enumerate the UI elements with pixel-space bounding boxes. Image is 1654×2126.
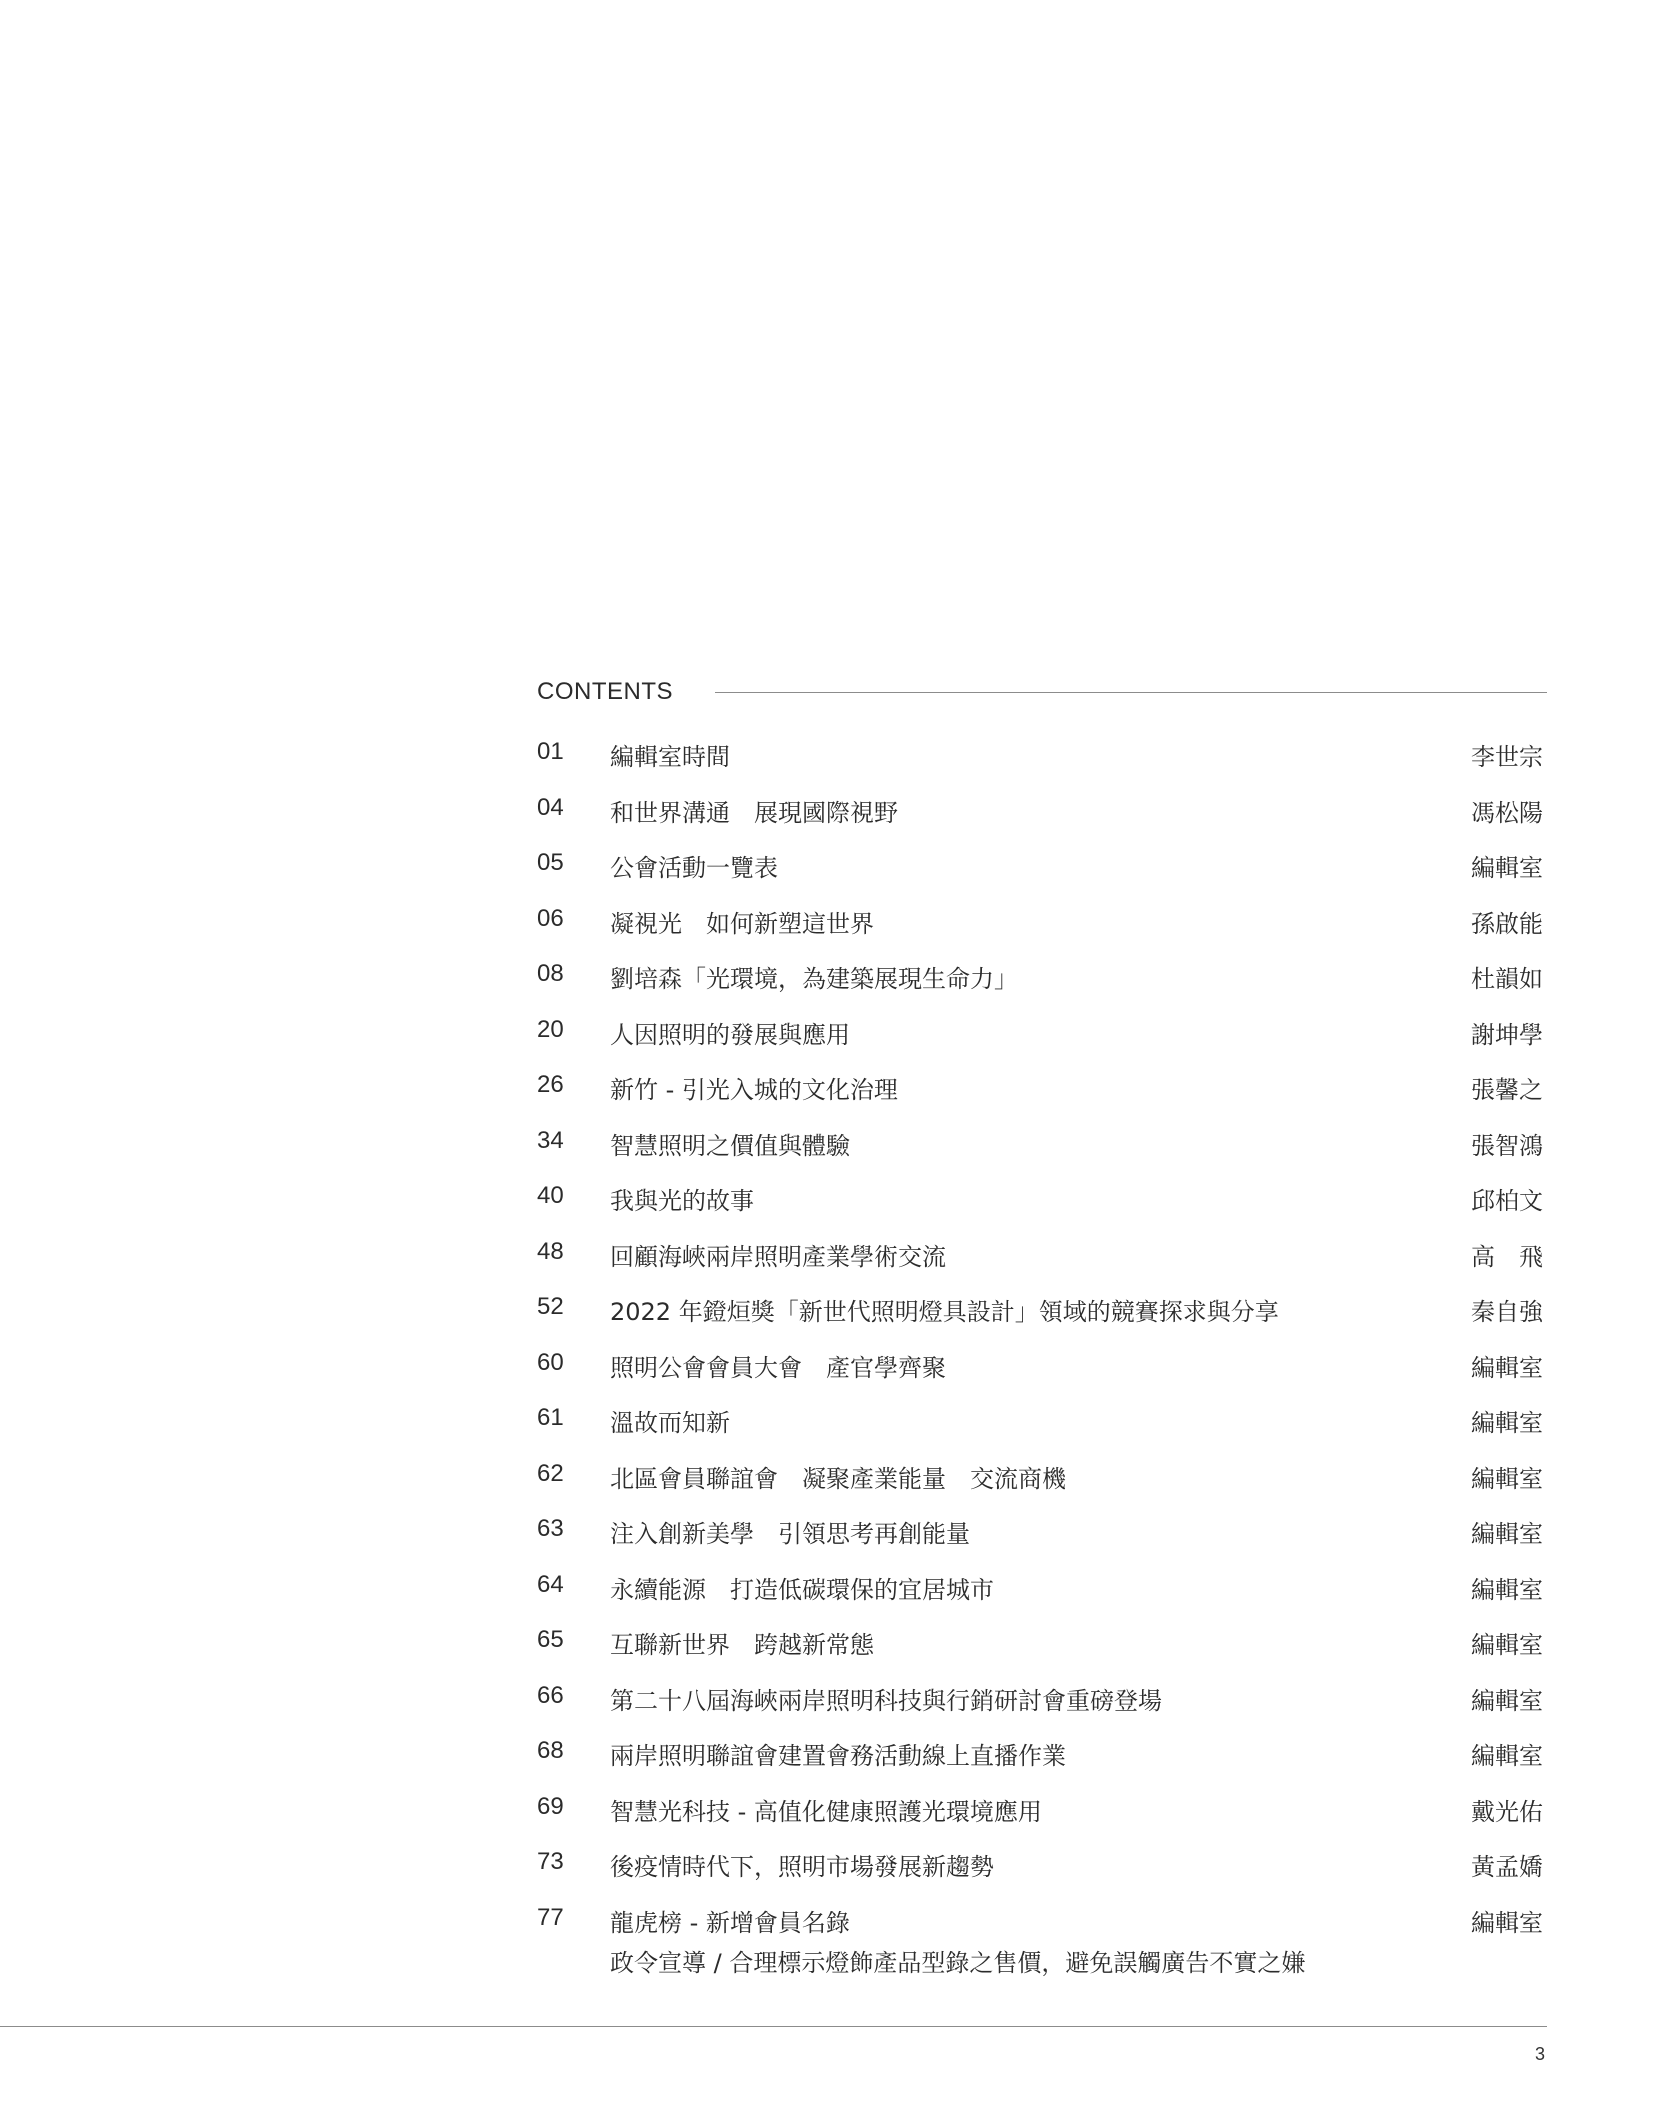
toc-entry[interactable]: [537, 1343, 1547, 1399]
toc-entry-title: 和世界溝通 展現國際視野: [610, 798, 898, 827]
toc-entry-author: 馮松陽: [1471, 798, 1543, 827]
toc-entry[interactable]: [537, 1010, 1547, 1066]
toc-entry[interactable]: [537, 1898, 1547, 1982]
toc-entry[interactable]: [537, 1620, 1547, 1676]
toc-entry-title: 龍虎榜 - 新增會員名錄: [610, 1908, 850, 1937]
table-of-contents: [537, 732, 1547, 1982]
toc-entry-author: 編輯室: [1471, 854, 1543, 882]
header-divider: [715, 692, 1547, 693]
toc-entry-page: 20: [537, 1015, 564, 1043]
toc-entry-page: 73: [537, 1848, 564, 1875]
toc-entry-title-block: [610, 959, 1420, 999]
toc-entry-author: 杜韻如: [1471, 965, 1543, 993]
toc-entry-page: 63: [537, 1515, 564, 1542]
toc-entry-title: 公會活動一覽表: [610, 854, 778, 882]
toc-entry-author: 秦自強: [1471, 1298, 1543, 1326]
toc-entry[interactable]: [537, 954, 1547, 1010]
toc-entry-title: 第二十八屆海峽兩岸照明科技與行銷研討會重磅登場: [610, 1686, 1162, 1715]
toc-entry-page: 08: [537, 960, 564, 987]
toc-entry-title-block: [610, 1348, 1420, 1388]
toc-entry[interactable]: [537, 1565, 1547, 1621]
toc-entry-title-block: [610, 904, 1420, 944]
toc-entry[interactable]: [537, 1398, 1547, 1454]
toc-entry-title-block: [610, 1681, 1420, 1721]
toc-entry[interactable]: [537, 899, 1547, 955]
toc-entry-title-block: [610, 793, 1420, 833]
toc-entry-page: 48: [537, 1237, 564, 1265]
toc-entry[interactable]: [537, 1232, 1547, 1288]
toc-entry[interactable]: [537, 788, 1547, 844]
toc-entry-title-block: [610, 848, 1420, 888]
toc-entry-page: 06: [537, 904, 564, 932]
toc-entry-title: 溫故而知新: [610, 1409, 730, 1437]
toc-entry-title: 2022 年鐙烜獎「新世代照明燈具設計」領域的競賽探求與分享: [610, 1298, 1279, 1326]
toc-entry-title-block: [610, 1514, 1420, 1554]
toc-entry-author: 謝坤學: [1471, 1020, 1543, 1049]
toc-entry-author: 戴光佑: [1471, 1797, 1543, 1826]
toc-entry-title-block: [610, 1570, 1420, 1610]
toc-entry-title: 編輯室時間: [610, 743, 730, 771]
toc-entry-title-block: [610, 1237, 1420, 1277]
toc-entry-author: 張馨之: [1471, 1076, 1543, 1104]
toc-entry[interactable]: [537, 1065, 1547, 1121]
toc-entry[interactable]: [537, 1787, 1547, 1843]
toc-entry[interactable]: [537, 1454, 1547, 1510]
toc-entry-page: 64: [537, 1570, 564, 1598]
toc-entry-title-block: [610, 737, 1420, 777]
toc-entry-title: 照明公會會員大會 產官學齊聚: [610, 1353, 946, 1382]
toc-entry-page: 65: [537, 1626, 564, 1653]
toc-entry-author: 黃孟嬌: [1471, 1853, 1543, 1881]
toc-entry-subtitle: 政令宣導 / 合理標示燈飾產品型錄之售價，避免誤觸廣告不實之嫌: [610, 1948, 1306, 1977]
toc-entry-page: 04: [537, 793, 564, 821]
toc-entry-title-block: [610, 1847, 1420, 1887]
toc-entry-author: 邱柏文: [1471, 1187, 1543, 1215]
toc-entry-page: 52: [537, 1293, 564, 1320]
toc-entry-author: 高 飛: [1471, 1242, 1543, 1271]
toc-entry-page: 26: [537, 1071, 564, 1098]
toc-entry-title: 永續能源 打造低碳環保的宜居城市: [610, 1575, 994, 1604]
toc-entry-page: 40: [537, 1182, 564, 1209]
toc-entry-title-block: [610, 1403, 1420, 1443]
toc-entry-page: 34: [537, 1126, 564, 1154]
toc-entry-title-block: [610, 1181, 1420, 1221]
toc-entry-author: 編輯室: [1471, 1742, 1543, 1770]
toc-entry-page: 69: [537, 1792, 564, 1820]
toc-entry-title-block: [610, 1015, 1420, 1055]
toc-entry-title-block: [610, 1070, 1420, 1110]
toc-entry-title: 新竹 - 引光入城的文化治理: [610, 1076, 898, 1104]
toc-entry-title: 劉培森「光環境，為建築展現生命力」: [610, 965, 1018, 993]
toc-entry[interactable]: [537, 1176, 1547, 1232]
toc-entry-title: 凝視光 如何新塑這世界: [610, 909, 874, 938]
contents-header: [537, 672, 1547, 712]
toc-entry[interactable]: [537, 1509, 1547, 1565]
toc-entry-author: 編輯室: [1471, 1353, 1543, 1382]
toc-entry-author: 編輯室: [1471, 1575, 1543, 1604]
toc-entry-title: 回顧海峽兩岸照明產業學術交流: [610, 1242, 946, 1271]
toc-entry-author: 編輯室: [1471, 1686, 1543, 1715]
toc-entry-title: 智慧照明之價值與體驗: [610, 1131, 850, 1160]
toc-entry-page: 61: [537, 1404, 564, 1431]
toc-entry-author: 編輯室: [1471, 1520, 1543, 1548]
toc-entry-title: 注入創新美學 引領思考再創能量: [610, 1520, 970, 1548]
contents-title: CONTENTS: [537, 678, 673, 705]
toc-entry[interactable]: [537, 1731, 1547, 1787]
toc-entry-page: 05: [537, 849, 564, 876]
toc-entry[interactable]: [537, 843, 1547, 899]
toc-entry-page: 60: [537, 1348, 564, 1376]
toc-entry-author: 編輯室: [1471, 1464, 1543, 1493]
toc-entry[interactable]: [537, 732, 1547, 788]
toc-entry[interactable]: [537, 1842, 1547, 1898]
toc-entry-title: 兩岸照明聯誼會建置會務活動線上直播作業: [610, 1742, 1066, 1770]
toc-entry-title-block: [610, 1292, 1420, 1332]
toc-entry-title-block: [610, 1126, 1420, 1166]
toc-entry-title: 後疫情時代下，照明市場發展新趨勢: [610, 1853, 994, 1881]
page-number: 3: [1534, 2044, 1545, 2064]
toc-entry[interactable]: [537, 1287, 1547, 1343]
toc-entry[interactable]: [537, 1121, 1547, 1177]
toc-entry-page: 66: [537, 1681, 564, 1709]
toc-entry-title: 智慧光科技 - 高值化健康照護光環境應用: [610, 1797, 1042, 1826]
toc-entry-title: 我與光的故事: [610, 1187, 754, 1215]
toc-entry-title-block: [610, 1903, 1420, 1983]
toc-entry-page: 68: [537, 1737, 564, 1764]
toc-entry-author: 編輯室: [1471, 1631, 1543, 1659]
toc-entry-title: 北區會員聯誼會 凝聚產業能量 交流商機: [610, 1464, 1066, 1493]
toc-entry-title: 人因照明的發展與應用: [610, 1020, 850, 1049]
toc-entry-title-block: [610, 1625, 1420, 1665]
toc-entry-page: 77: [537, 1903, 564, 1931]
toc-entry-author: 李世宗: [1471, 743, 1543, 771]
toc-entry-author: 張智鴻: [1471, 1131, 1543, 1160]
toc-entry-title-block: [610, 1792, 1420, 1832]
toc-entry-author: 孫啟能: [1471, 909, 1543, 938]
toc-entry-title: 互聯新世界 跨越新常態: [610, 1631, 874, 1659]
toc-entry-author: 編輯室: [1471, 1908, 1543, 1937]
toc-entry-title-block: [610, 1736, 1420, 1776]
toc-entry-page: 01: [537, 738, 564, 765]
toc-entry-title-block: [610, 1459, 1420, 1499]
toc-entry[interactable]: [537, 1676, 1547, 1732]
toc-entry-page: 62: [537, 1459, 564, 1487]
toc-entry-author: 編輯室: [1471, 1409, 1543, 1437]
footer-divider: [0, 2026, 1547, 2027]
